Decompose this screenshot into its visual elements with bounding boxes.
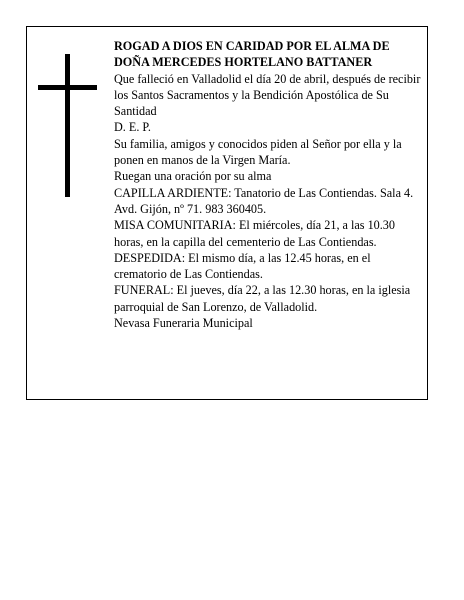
funeral-home: Nevasa Funeraria Municipal bbox=[114, 316, 253, 331]
chapel-info: CAPILLA ARDIENTE: Tanatorio de Las Contiendas. Sala 4. Avd. Gijón, nº 71. 983 360405. bbox=[114, 185, 414, 216]
cross-icon bbox=[38, 54, 98, 197]
prayer-request: Ruegan una oración por su alma bbox=[114, 169, 272, 184]
rest-in-peace: D. E. P. bbox=[114, 120, 151, 135]
mass-info: MISA COMUNITARIA: El miércoles, día 21, a las 10.30 horas, en la capilla del cementerio de Las Contiendas. bbox=[114, 218, 395, 249]
funeral-info: FUNERAL: El jueves, día 22, a las 12.30 horas, en la iglesia parroquial de San Lorenzo, de Valladolid. bbox=[114, 283, 411, 314]
notice-heading: ROGAD A DIOS EN CARIDAD POR EL ALMA DE bbox=[114, 39, 390, 53]
farewell-info: DESPEDIDA: El mismo día, a las 12.45 horas, en el crematorio de Las Contiendas. bbox=[114, 250, 371, 282]
cross-vertical-bar bbox=[65, 54, 70, 197]
cross-horizontal-bar bbox=[38, 85, 97, 90]
deceased-name: DOÑA MERCEDES HORTELANO BATTANER bbox=[114, 55, 373, 70]
notice-text bbox=[114, 38, 422, 331]
death-announcement: Que falleció en Valladolid el día 20 de abril, después de recibir los Santos Sacramentos y la Bendición Apostólica de Su Santidad bbox=[114, 71, 421, 119]
family-message: Su familia, amigos y conocidos piden al Señor por ella y la ponen en manos de la Virgen María. bbox=[114, 136, 402, 168]
